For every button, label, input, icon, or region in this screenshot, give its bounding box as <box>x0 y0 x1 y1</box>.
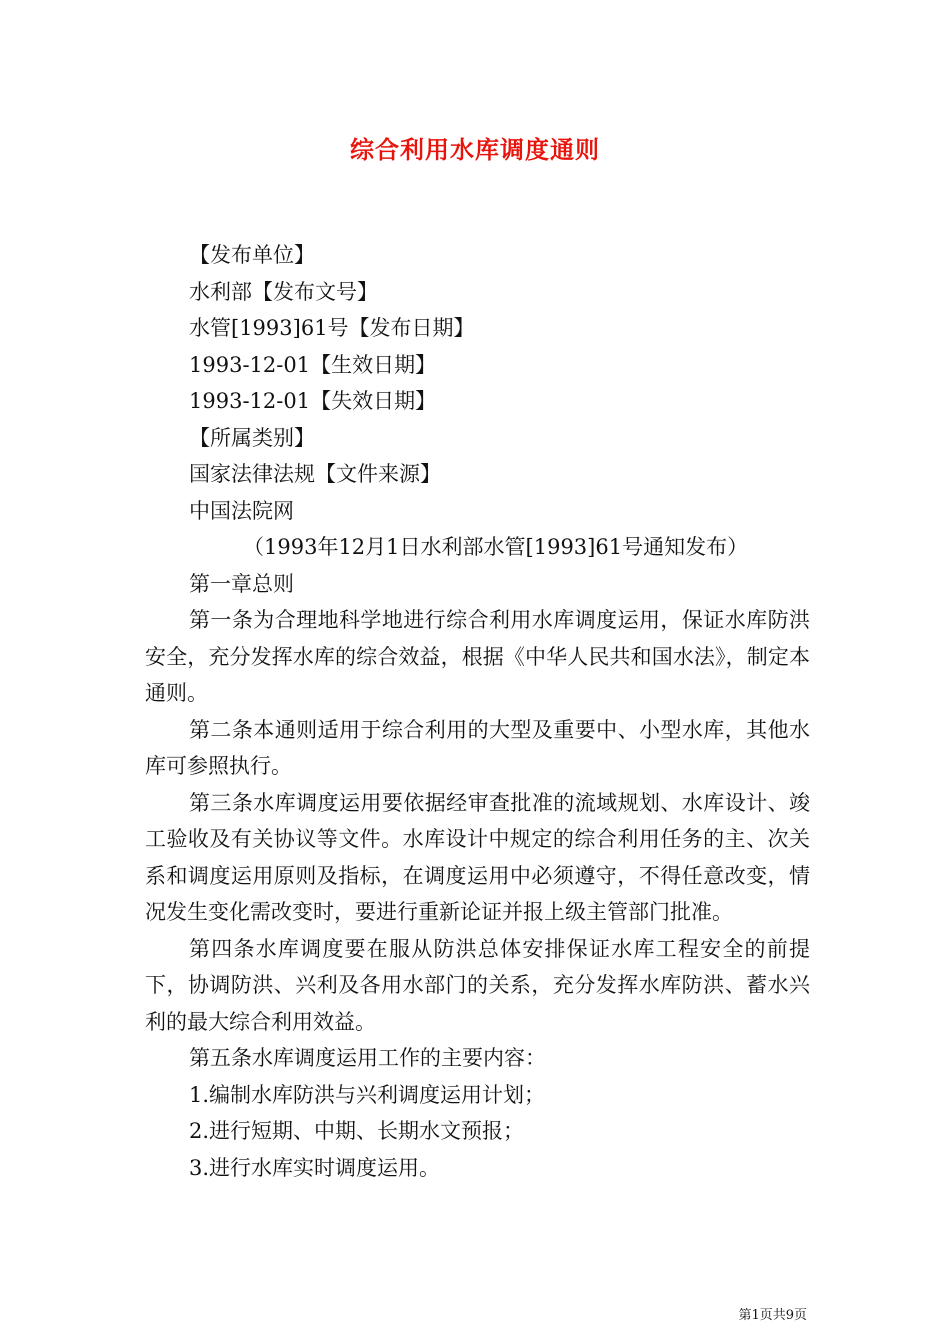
list-item: 2.进行短期、中期、长期水文预报； <box>189 1119 525 1143</box>
article-paragraph: 第四条水库调度要在服从防洪总体安排保证水库工程安全的前提下，协调防洪、兴利及各用水部门的关系，充分发挥水库防洪、蓄水兴利的最大综合利用效益。 <box>145 936 810 1034</box>
chapter-heading: 第一章总则 <box>189 571 294 596</box>
list-item: 3.进行水库实时调度运用。 <box>189 1155 441 1180</box>
publication-notice: （1993年12月1日水利部水管[1993]61号通知发布） <box>243 535 749 559</box>
article-paragraph: 第二条本通则适用于综合利用的大型及重要中、小型水库，其他水库可参照执行。 <box>145 717 810 778</box>
article-paragraph: 第一条为合理地科学地进行综合利用水库调度运用，保证水库防洪安全，充分发挥水库的综合效益，根据《中华人民共和国水法》，制定本通则。 <box>145 608 810 705</box>
meta-line: 1993-12-01【生效日期】 <box>189 352 437 377</box>
document-title: 综合利用水库调度通则 <box>350 136 600 164</box>
meta-line: 水管[1993]61号【发布日期】 <box>189 316 475 340</box>
page-number: 第1页共9页 <box>738 1308 807 1323</box>
meta-line: 中国法院网 <box>189 498 294 523</box>
list-item: 1.编制水库防洪与兴利调度运用计划； <box>189 1082 546 1107</box>
meta-line: 【发布单位】 <box>189 243 315 267</box>
meta-line: 水利部【发布文号】 <box>189 279 378 304</box>
document-body <box>145 237 810 1186</box>
meta-line: 【所属类别】 <box>189 425 315 450</box>
meta-line: 1993-12-01【失效日期】 <box>189 389 437 413</box>
meta-line: 国家法律法规【文件来源】 <box>189 462 441 486</box>
article-paragraph: 第三条水库调度运用要依据经审查批准的流域规划、水库设计、竣工验收及有关协议等文件。水库设计中规定的综合利用任务的主、次关系和调度运用原则及指标，在调度运用中必须遵守，不得任意改变，情况发生变化需改变时，要进行重新论证并报上级主管部门批准。 <box>145 790 810 924</box>
article-paragraph: 第五条水库调度运用工作的主要内容： <box>189 1046 546 1070</box>
